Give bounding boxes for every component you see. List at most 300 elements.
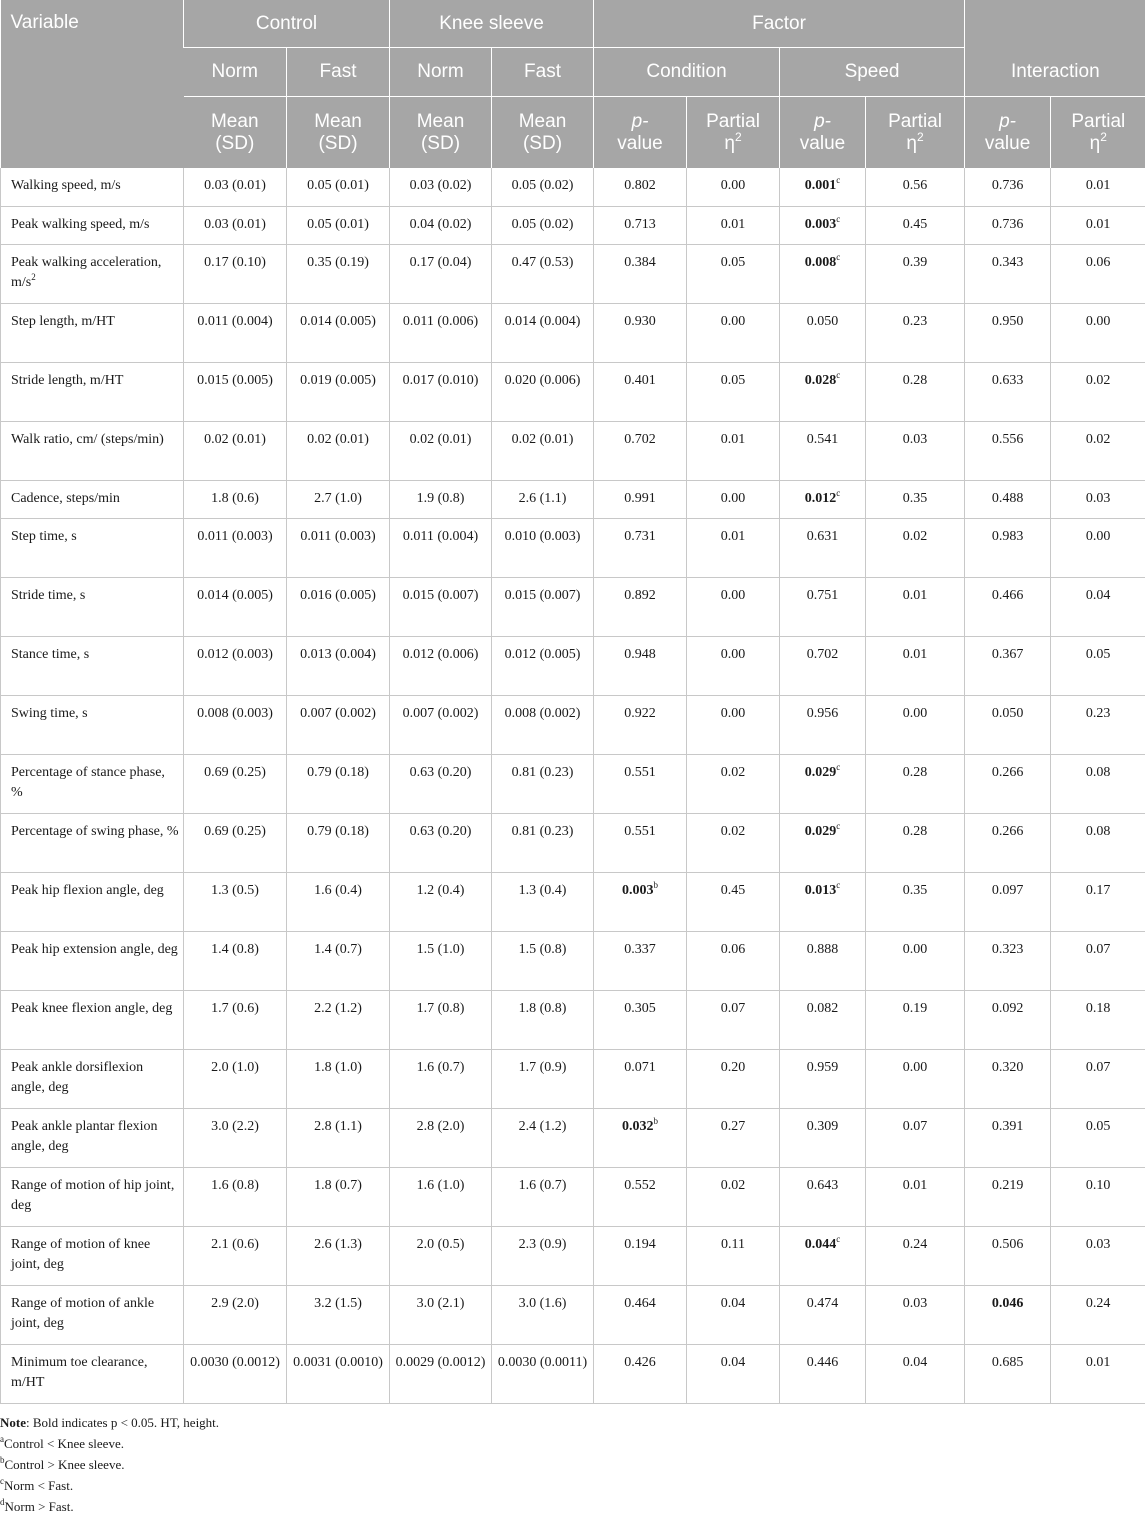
header-partial-eta — [687, 97, 780, 169]
control-fast-cell: 0.79 (0.18) — [287, 754, 390, 813]
note-label: Note — [0, 1415, 26, 1430]
control-norm-cell: 1.6 (0.8) — [184, 1167, 287, 1226]
variable-label: Stride time, s — [11, 588, 85, 603]
control-fast-cell: 0.0031 (0.0010) — [287, 1344, 390, 1403]
interaction-eta-cell: 0.00 — [1051, 518, 1145, 577]
interaction-p-cell — [965, 1285, 1051, 1344]
speed-eta-cell: 0.19 — [866, 990, 965, 1049]
p-value-text: 0.892 — [624, 588, 656, 603]
speed-eta-cell: 0.23 — [866, 303, 965, 362]
condition-eta-cell: 0.00 — [687, 695, 780, 754]
knee-norm-cell: 0.011 (0.006) — [390, 303, 492, 362]
variable-label: Walk ratio, cm/ (steps/min) — [11, 432, 164, 447]
condition-eta-cell: 0.05 — [687, 362, 780, 421]
speed-p-cell — [780, 362, 866, 421]
variable-label: Minimum toe clearance, m/HT — [11, 1355, 147, 1390]
variable-cell — [1, 1285, 184, 1344]
header-p-value — [780, 97, 866, 169]
interaction-eta-cell: 0.06 — [1051, 244, 1145, 303]
speed-p-cell — [780, 872, 866, 931]
note-item — [0, 1433, 1145, 1454]
p-value-text: 0.012 — [805, 491, 837, 506]
p-value-text: 0.028 — [805, 373, 837, 388]
p-value-text: 0.802 — [624, 178, 656, 193]
p-value-text: 0.959 — [807, 1060, 839, 1075]
control-norm-cell: 2.1 (0.6) — [184, 1226, 287, 1285]
knee-norm-cell: 0.02 (0.01) — [390, 421, 492, 480]
condition-p-cell — [594, 931, 687, 990]
knee-fast-cell: 0.05 (0.02) — [492, 206, 594, 244]
p-value-text: 0.466 — [992, 588, 1024, 603]
interaction-eta-cell: 0.03 — [1051, 480, 1145, 518]
p-value-text: 0.384 — [624, 255, 656, 270]
interaction-p-cell — [965, 577, 1051, 636]
header-mean-label: Mean — [314, 111, 362, 132]
condition-p-cell — [594, 990, 687, 1049]
table-row — [1, 362, 1145, 421]
speed-eta-cell: 0.28 — [866, 362, 965, 421]
knee-norm-cell: 1.5 (1.0) — [390, 931, 492, 990]
interaction-p-cell — [965, 1344, 1051, 1403]
note-item — [0, 1496, 1145, 1517]
condition-p-cell — [594, 518, 687, 577]
condition-eta-cell: 0.00 — [687, 480, 780, 518]
p-value-text: 0.097 — [992, 883, 1024, 898]
interaction-p-cell — [965, 303, 1051, 362]
control-norm-cell: 0.69 (0.25) — [184, 813, 287, 872]
condition-p-cell — [594, 1344, 687, 1403]
header-control-norm: Norm — [184, 48, 287, 97]
significance-marker: c — [836, 762, 840, 772]
interaction-eta-cell: 0.00 — [1051, 303, 1145, 362]
control-fast-cell: 0.05 (0.01) — [287, 168, 390, 206]
table-row — [1, 577, 1145, 636]
speed-p-cell — [780, 1049, 866, 1108]
speed-p-cell — [780, 421, 866, 480]
speed-p-cell — [780, 990, 866, 1049]
knee-fast-cell: 3.0 (1.6) — [492, 1285, 594, 1344]
p-value-text: 0.029 — [805, 824, 837, 839]
header-partial-label: Partial — [888, 111, 942, 132]
header-control-fast: Fast — [287, 48, 390, 97]
header-variable: Variable — [1, 0, 184, 168]
condition-p-cell — [594, 695, 687, 754]
p-value-text: 0.044 — [805, 1237, 837, 1252]
p-value-text: 0.337 — [624, 942, 656, 957]
p-value-text: 0.001 — [805, 178, 837, 193]
significance-marker: c — [836, 175, 840, 185]
header-knee-sleeve: Knee sleeve — [390, 0, 594, 48]
condition-eta-cell: 0.00 — [687, 577, 780, 636]
header-control: Control — [184, 0, 390, 48]
control-norm-cell: 2.0 (1.0) — [184, 1049, 287, 1108]
interaction-eta-cell: 0.02 — [1051, 362, 1145, 421]
knee-fast-cell: 0.014 (0.004) — [492, 303, 594, 362]
variable-label: Peak walking speed, m/s — [11, 217, 149, 232]
speed-p-cell — [780, 1344, 866, 1403]
interaction-p-cell — [965, 931, 1051, 990]
interaction-eta-cell: 0.05 — [1051, 1108, 1145, 1167]
knee-fast-cell: 1.6 (0.7) — [492, 1167, 594, 1226]
table-row — [1, 303, 1145, 362]
knee-fast-cell: 2.6 (1.1) — [492, 480, 594, 518]
variable-label: Peak walking acceleration, m/s — [11, 255, 161, 290]
variable-label: Stride length, m/HT — [11, 373, 123, 388]
header-eta-superscript: 2 — [917, 130, 924, 144]
header-partial-label: Partial — [706, 111, 760, 132]
speed-eta-cell: 0.07 — [866, 1108, 965, 1167]
header-condition: Condition — [594, 48, 780, 97]
interaction-eta-cell: 0.02 — [1051, 421, 1145, 480]
p-value-text: 0.631 — [807, 529, 839, 544]
p-value-text: 0.556 — [992, 432, 1024, 447]
header-mean-label: Mean — [417, 111, 465, 132]
p-value-text: 0.552 — [624, 1178, 656, 1193]
knee-fast-cell: 0.05 (0.02) — [492, 168, 594, 206]
knee-norm-cell: 0.63 (0.20) — [390, 813, 492, 872]
condition-eta-cell: 0.01 — [687, 206, 780, 244]
header-eta-label: η — [1090, 133, 1101, 154]
p-value-text: 0.082 — [807, 1001, 839, 1016]
speed-p-cell — [780, 1167, 866, 1226]
p-value-text: 0.956 — [807, 706, 839, 721]
variable-cell — [1, 695, 184, 754]
p-value-text: 0.071 — [624, 1060, 656, 1075]
condition-p-cell — [594, 872, 687, 931]
knee-fast-cell: 2.3 (0.9) — [492, 1226, 594, 1285]
speed-eta-cell: 0.00 — [866, 931, 965, 990]
condition-p-cell — [594, 1049, 687, 1108]
header-eta-label: η — [724, 133, 735, 154]
speed-eta-cell: 0.56 — [866, 168, 965, 206]
p-value-text: 0.050 — [992, 706, 1024, 721]
significance-marker: c — [836, 214, 840, 224]
speed-p-cell — [780, 636, 866, 695]
knee-norm-cell: 0.011 (0.004) — [390, 518, 492, 577]
table-row — [1, 636, 1145, 695]
condition-p-cell — [594, 754, 687, 813]
knee-norm-cell: 1.6 (0.7) — [390, 1049, 492, 1108]
p-value-text: 0.003 — [805, 217, 837, 232]
condition-eta-cell: 0.20 — [687, 1049, 780, 1108]
control-fast-cell: 2.2 (1.2) — [287, 990, 390, 1049]
header-mean-sd — [184, 97, 287, 169]
control-norm-cell: 1.8 (0.6) — [184, 480, 287, 518]
variable-cell — [1, 872, 184, 931]
condition-p-cell — [594, 1285, 687, 1344]
header-knee-fast: Fast — [492, 48, 594, 97]
control-norm-cell: 0.02 (0.01) — [184, 421, 287, 480]
knee-norm-cell: 0.015 (0.007) — [390, 577, 492, 636]
control-fast-cell: 0.02 (0.01) — [287, 421, 390, 480]
control-fast-cell: 1.4 (0.7) — [287, 931, 390, 990]
note-marker: c — [0, 1476, 4, 1486]
note-text: : Bold indicates p < 0.05. HT, height. — [26, 1415, 219, 1430]
condition-eta-cell: 0.45 — [687, 872, 780, 931]
speed-eta-cell: 0.39 — [866, 244, 965, 303]
p-value-text: 0.367 — [992, 647, 1024, 662]
control-fast-cell: 3.2 (1.5) — [287, 1285, 390, 1344]
interaction-p-cell — [965, 813, 1051, 872]
control-norm-cell: 1.4 (0.8) — [184, 931, 287, 990]
condition-p-cell — [594, 206, 687, 244]
interaction-p-cell — [965, 1049, 1051, 1108]
p-value-text: 0.991 — [624, 491, 656, 506]
variable-label: Step length, m/HT — [11, 314, 115, 329]
p-value-text: 0.922 — [624, 706, 656, 721]
condition-p-cell — [594, 168, 687, 206]
condition-p-cell — [594, 303, 687, 362]
variable-cell — [1, 362, 184, 421]
knee-norm-cell: 0.04 (0.02) — [390, 206, 492, 244]
header-sd-label: (SD) — [523, 133, 562, 154]
interaction-p-cell — [965, 1167, 1051, 1226]
variable-cell — [1, 303, 184, 362]
header-interaction-spacer — [965, 0, 1145, 48]
variable-cell — [1, 1226, 184, 1285]
p-value-text: 0.950 — [992, 314, 1024, 329]
header-mean-label: Mean — [211, 111, 259, 132]
speed-p-cell — [780, 1108, 866, 1167]
variable-cell — [1, 480, 184, 518]
header-value-label: value — [800, 133, 845, 154]
interaction-eta-cell: 0.18 — [1051, 990, 1145, 1049]
p-value-text: 0.391 — [992, 1119, 1024, 1134]
variable-cell — [1, 518, 184, 577]
variable-label: Percentage of stance phase, % — [11, 765, 165, 800]
p-value-text: 0.029 — [805, 765, 837, 780]
significance-marker: c — [836, 880, 840, 890]
knee-norm-cell: 0.17 (0.04) — [390, 244, 492, 303]
table-row — [1, 931, 1145, 990]
knee-norm-cell: 2.8 (2.0) — [390, 1108, 492, 1167]
speed-eta-cell: 0.45 — [866, 206, 965, 244]
condition-eta-cell: 0.00 — [687, 636, 780, 695]
p-value-text: 0.541 — [807, 432, 839, 447]
variable-label: Range of motion of knee joint, deg — [11, 1237, 150, 1272]
p-value-text: 0.426 — [624, 1355, 656, 1370]
table-row — [1, 813, 1145, 872]
table-row — [1, 754, 1145, 813]
speed-p-cell — [780, 480, 866, 518]
knee-fast-cell: 0.0030 (0.0011) — [492, 1344, 594, 1403]
p-value-text: 0.751 — [807, 588, 839, 603]
interaction-p-cell — [965, 990, 1051, 1049]
table-row — [1, 1344, 1145, 1403]
control-fast-cell: 0.019 (0.005) — [287, 362, 390, 421]
note-item-text: Control > Knee sleeve. — [5, 1457, 125, 1472]
knee-fast-cell: 0.81 (0.23) — [492, 813, 594, 872]
speed-eta-cell: 0.01 — [866, 1167, 965, 1226]
speed-eta-cell: 0.24 — [866, 1226, 965, 1285]
speed-p-cell — [780, 303, 866, 362]
header-p-value — [965, 97, 1051, 169]
control-fast-cell: 2.6 (1.3) — [287, 1226, 390, 1285]
interaction-p-cell — [965, 206, 1051, 244]
significance-marker: c — [836, 1234, 840, 1244]
condition-eta-cell: 0.05 — [687, 244, 780, 303]
condition-eta-cell: 0.02 — [687, 813, 780, 872]
interaction-eta-cell: 0.08 — [1051, 754, 1145, 813]
table-row — [1, 872, 1145, 931]
p-value-text: 0.323 — [992, 942, 1024, 957]
table-row — [1, 990, 1145, 1049]
speed-p-cell — [780, 1285, 866, 1344]
knee-fast-cell: 1.3 (0.4) — [492, 872, 594, 931]
speed-p-cell — [780, 244, 866, 303]
control-norm-cell: 1.7 (0.6) — [184, 990, 287, 1049]
interaction-eta-cell: 0.03 — [1051, 1226, 1145, 1285]
knee-fast-cell: 0.010 (0.003) — [492, 518, 594, 577]
knee-norm-cell: 0.63 (0.20) — [390, 754, 492, 813]
header-p-label: p- — [814, 111, 831, 132]
knee-fast-cell: 0.020 (0.006) — [492, 362, 594, 421]
interaction-p-cell — [965, 518, 1051, 577]
header-partial-eta — [1051, 97, 1145, 169]
condition-eta-cell: 0.02 — [687, 754, 780, 813]
control-norm-cell: 0.012 (0.003) — [184, 636, 287, 695]
p-value-text: 0.713 — [624, 217, 656, 232]
speed-eta-cell: 0.28 — [866, 754, 965, 813]
interaction-eta-cell: 0.08 — [1051, 813, 1145, 872]
control-fast-cell: 1.8 (1.0) — [287, 1049, 390, 1108]
unit-superscript: 2 — [31, 272, 36, 282]
p-value-text: 0.731 — [624, 529, 656, 544]
variable-label: Swing time, s — [11, 706, 88, 721]
variable-label: Peak ankle dorsiflexion angle, deg — [11, 1060, 143, 1095]
condition-eta-cell: 0.04 — [687, 1344, 780, 1403]
condition-eta-cell: 0.11 — [687, 1226, 780, 1285]
variable-cell — [1, 754, 184, 813]
note-line — [0, 1412, 1145, 1433]
p-value-text: 0.305 — [624, 1001, 656, 1016]
significance-marker: c — [836, 821, 840, 831]
control-fast-cell: 1.8 (0.7) — [287, 1167, 390, 1226]
knee-fast-cell: 0.008 (0.002) — [492, 695, 594, 754]
knee-norm-cell: 0.0029 (0.0012) — [390, 1344, 492, 1403]
control-norm-cell: 0.015 (0.005) — [184, 362, 287, 421]
variable-cell — [1, 1049, 184, 1108]
condition-p-cell — [594, 1167, 687, 1226]
header-mean-sd — [390, 97, 492, 169]
p-value-text: 0.643 — [807, 1178, 839, 1193]
knee-norm-cell: 1.7 (0.8) — [390, 990, 492, 1049]
p-value-text: 0.266 — [992, 824, 1024, 839]
table-row — [1, 1226, 1145, 1285]
header-value-label: value — [985, 133, 1030, 154]
speed-eta-cell: 0.00 — [866, 1049, 965, 1108]
knee-fast-cell: 0.02 (0.01) — [492, 421, 594, 480]
header-sd-label: (SD) — [318, 133, 357, 154]
condition-eta-cell: 0.04 — [687, 1285, 780, 1344]
interaction-p-cell — [965, 872, 1051, 931]
p-value-text: 0.092 — [992, 1001, 1024, 1016]
control-norm-cell: 0.011 (0.003) — [184, 518, 287, 577]
control-fast-cell: 0.007 (0.002) — [287, 695, 390, 754]
speed-eta-cell: 0.01 — [866, 636, 965, 695]
knee-norm-cell: 0.007 (0.002) — [390, 695, 492, 754]
p-value-text: 0.888 — [807, 942, 839, 957]
table-notes — [0, 1412, 1145, 1517]
header-partial-eta — [866, 97, 965, 169]
speed-eta-cell: 0.03 — [866, 1285, 965, 1344]
condition-p-cell — [594, 480, 687, 518]
knee-fast-cell: 0.47 (0.53) — [492, 244, 594, 303]
p-value-text: 0.008 — [805, 255, 837, 270]
interaction-eta-cell: 0.17 — [1051, 872, 1145, 931]
interaction-eta-cell: 0.04 — [1051, 577, 1145, 636]
table-row — [1, 421, 1145, 480]
condition-eta-cell: 0.07 — [687, 990, 780, 1049]
header-p-label: p- — [632, 111, 649, 132]
p-value-text: 0.050 — [807, 314, 839, 329]
condition-p-cell — [594, 421, 687, 480]
variable-label: Stance time, s — [11, 647, 89, 662]
speed-eta-cell: 0.00 — [866, 695, 965, 754]
knee-fast-cell: 0.81 (0.23) — [492, 754, 594, 813]
interaction-p-cell — [965, 168, 1051, 206]
condition-eta-cell: 0.02 — [687, 1167, 780, 1226]
interaction-eta-cell: 0.07 — [1051, 1049, 1145, 1108]
control-norm-cell: 0.03 (0.01) — [184, 206, 287, 244]
interaction-eta-cell: 0.01 — [1051, 206, 1145, 244]
control-fast-cell: 1.6 (0.4) — [287, 872, 390, 931]
header-value-label: value — [617, 133, 662, 154]
table-row — [1, 695, 1145, 754]
speed-p-cell — [780, 206, 866, 244]
p-value-text: 0.702 — [624, 432, 656, 447]
variable-label: Step time, s — [11, 529, 77, 544]
table-row — [1, 244, 1145, 303]
header-partial-label: Partial — [1071, 111, 1125, 132]
interaction-p-cell — [965, 362, 1051, 421]
significance-marker: c — [836, 488, 840, 498]
interaction-eta-cell: 0.01 — [1051, 1344, 1145, 1403]
interaction-p-cell — [965, 244, 1051, 303]
interaction-eta-cell: 0.07 — [1051, 931, 1145, 990]
control-norm-cell: 3.0 (2.2) — [184, 1108, 287, 1167]
p-value-text: 0.488 — [992, 491, 1024, 506]
speed-p-cell — [780, 518, 866, 577]
knee-norm-cell: 2.0 (0.5) — [390, 1226, 492, 1285]
table-row — [1, 1108, 1145, 1167]
significance-marker: b — [654, 880, 659, 890]
control-norm-cell: 0.69 (0.25) — [184, 754, 287, 813]
control-norm-cell: 0.008 (0.003) — [184, 695, 287, 754]
p-value-text: 0.736 — [992, 217, 1024, 232]
p-value-text: 0.506 — [992, 1237, 1024, 1252]
speed-eta-cell: 0.02 — [866, 518, 965, 577]
variable-cell — [1, 1108, 184, 1167]
p-value-text: 0.309 — [807, 1119, 839, 1134]
control-fast-cell: 0.79 (0.18) — [287, 813, 390, 872]
condition-eta-cell: 0.00 — [687, 303, 780, 362]
p-value-text: 0.551 — [624, 765, 656, 780]
note-item — [0, 1454, 1145, 1475]
condition-p-cell — [594, 362, 687, 421]
p-value-text: 0.194 — [624, 1237, 656, 1252]
p-value-text: 0.983 — [992, 529, 1024, 544]
significance-marker: c — [836, 252, 840, 262]
variable-cell — [1, 990, 184, 1049]
variable-label: Peak hip flexion angle, deg — [11, 883, 164, 898]
knee-norm-cell: 0.012 (0.006) — [390, 636, 492, 695]
control-fast-cell: 2.8 (1.1) — [287, 1108, 390, 1167]
header-knee-norm: Norm — [390, 48, 492, 97]
control-norm-cell: 0.0030 (0.0012) — [184, 1344, 287, 1403]
p-value-text: 0.446 — [807, 1355, 839, 1370]
control-fast-cell: 0.35 (0.19) — [287, 244, 390, 303]
